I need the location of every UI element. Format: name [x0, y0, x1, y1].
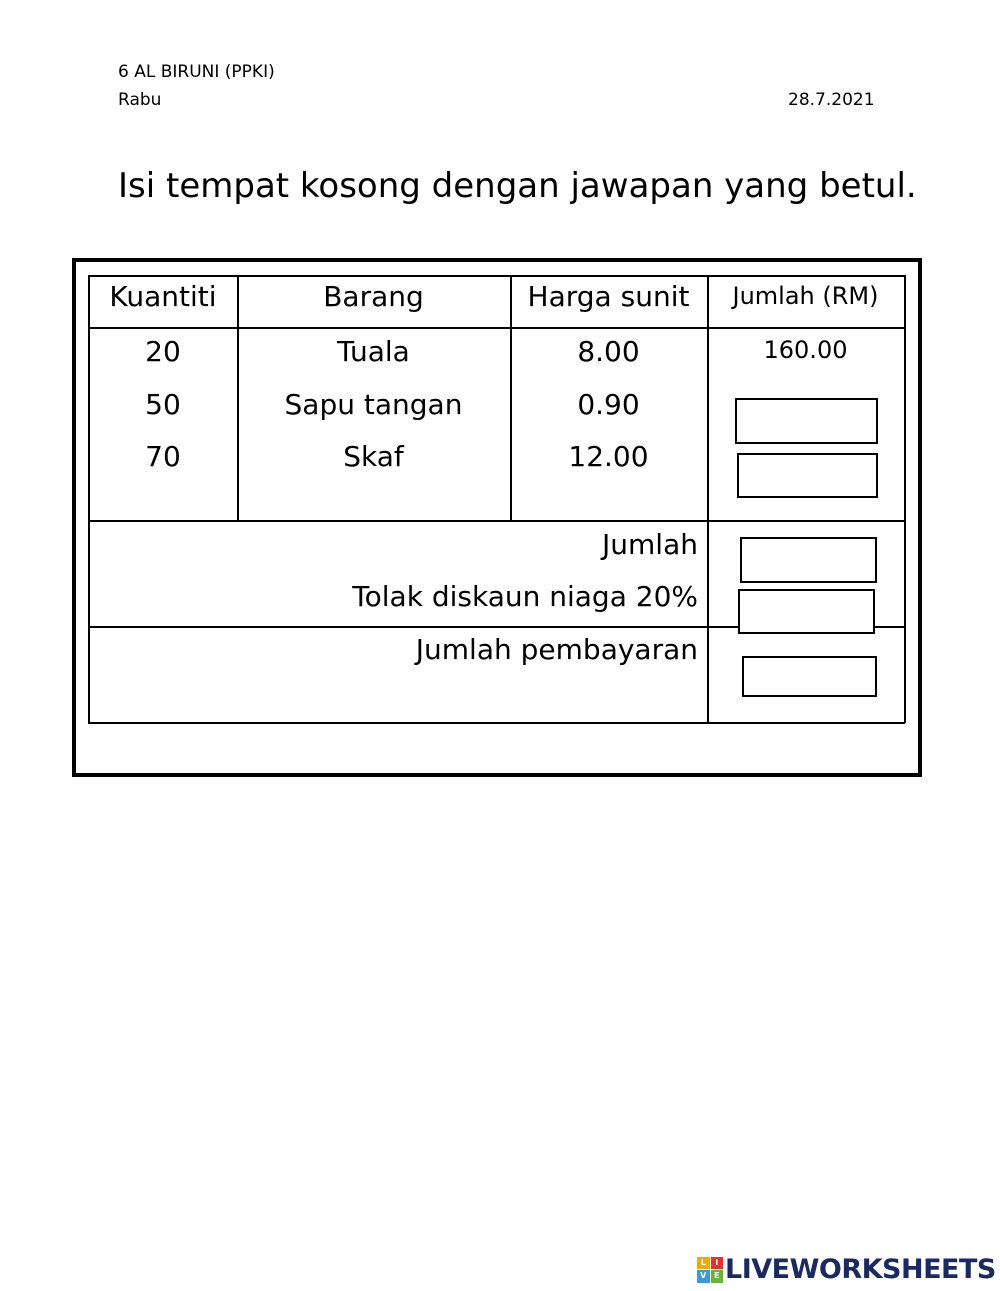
row-1-quantity: 20 [145, 335, 181, 368]
row-3-unit-price: 12.00 [568, 440, 649, 473]
class-name: 6 AL BIRUNI (PPKI) [118, 62, 275, 82]
day-label: Rabu [118, 90, 162, 110]
subtotal-input[interactable] [740, 537, 877, 583]
row-2-unit-price: 0.90 [577, 388, 640, 421]
row-2-total-input[interactable] [735, 398, 878, 444]
logo-letter-v: V [697, 1270, 710, 1283]
payment-label: Jumlah pembayaran [415, 633, 698, 666]
liveworksheets-logo [697, 1254, 996, 1285]
row-3-total-input[interactable] [737, 453, 878, 498]
column-header-unit-price: Harga sunit [527, 280, 690, 313]
row-2-item: Sapu tangan [284, 388, 463, 421]
instruction-heading: Isi tempat kosong dengan jawapan yang betul. [118, 166, 917, 206]
row-1-unit-price: 8.00 [577, 335, 640, 368]
liveworksheets-icon [697, 1257, 723, 1283]
logo-letter-l: L [697, 1257, 710, 1270]
column-header-total: Jumlah (RM) [732, 282, 879, 310]
row-1-total: 160.00 [763, 336, 848, 364]
payment-input[interactable] [742, 656, 877, 697]
row-1-item: Tuala [337, 335, 410, 368]
discount-input[interactable] [738, 589, 875, 634]
logo-letter-e: E [711, 1270, 724, 1283]
subtotal-label: Jumlah [602, 528, 698, 561]
brand-name: LIVEWORKSHEETS [725, 1254, 996, 1285]
row-3-quantity: 70 [145, 440, 181, 473]
logo-letter-i: I [711, 1257, 724, 1270]
row-2-quantity: 50 [145, 388, 181, 421]
column-header-quantity: Kuantiti [109, 280, 217, 313]
date-label: 28.7.2021 [788, 90, 875, 110]
row-3-item: Skaf [343, 440, 404, 473]
column-header-item: Barang [323, 280, 424, 313]
discount-label: Tolak diskaun niaga 20% [352, 580, 698, 613]
